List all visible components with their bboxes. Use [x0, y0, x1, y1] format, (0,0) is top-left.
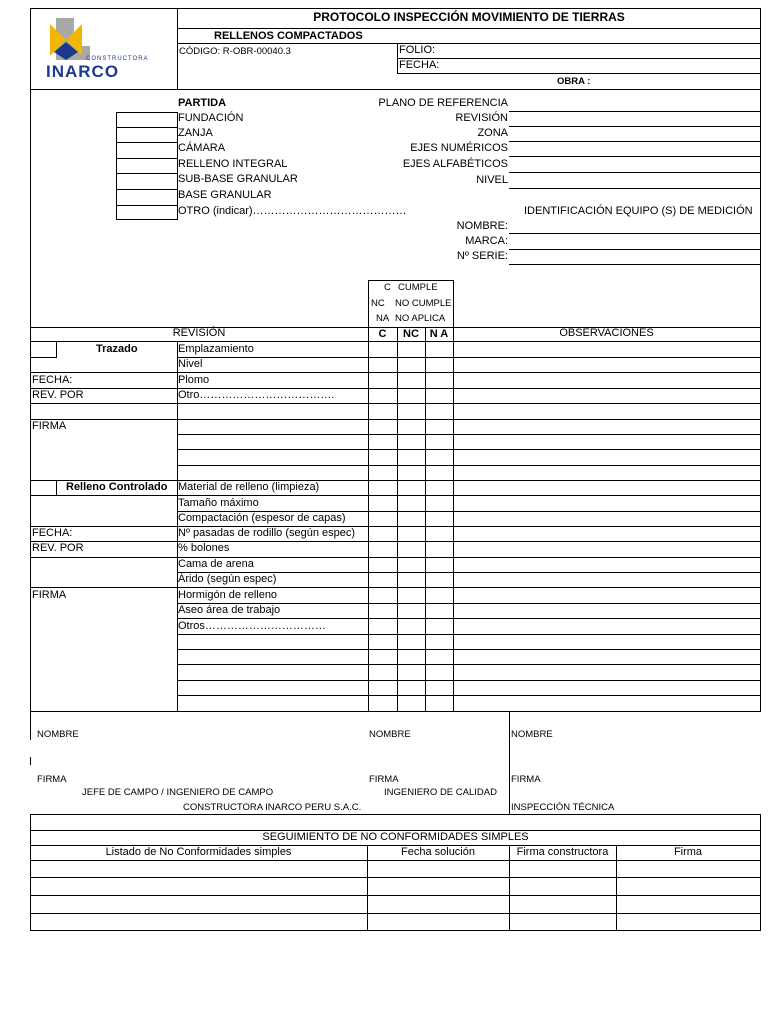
partida-checkbox[interactable]: [116, 127, 178, 143]
relleno-checkbox[interactable]: [30, 480, 57, 496]
rule: [760, 830, 761, 931]
relleno-item: Otros……………………………: [178, 620, 326, 632]
trazado-item: Nivel: [178, 358, 203, 370]
table-row: [177, 618, 761, 619]
signature-nombre-label: NOMBRE: [369, 729, 411, 740]
relleno-title: Relleno Controlado: [66, 481, 168, 493]
legend-code: NC: [371, 298, 385, 309]
col-observaciones: OBSERVACIONES: [559, 327, 654, 339]
reference-label: EJES ALFABÉTICOS: [402, 158, 508, 170]
equipment-title: IDENTIFICACIÓN EQUIPO (S) DE MEDICIÓN: [524, 205, 753, 217]
equipment-label: Nº SERIE:: [456, 250, 508, 262]
partida-item: RELLENO INTEGRAL: [178, 158, 288, 170]
col-c: C: [378, 328, 387, 340]
table-row: [177, 434, 761, 435]
equipment-label: NOMBRE:: [456, 220, 508, 232]
seguimiento-col: Listado de No Conformidades simples: [105, 846, 292, 858]
col-revision: REVISIÓN: [172, 327, 226, 339]
table-row: [30, 419, 761, 420]
seguimiento-col: Firma constructora: [516, 846, 609, 858]
table-row: [30, 895, 761, 896]
partida-item: FUNDACIÓN: [178, 112, 244, 124]
table-row: [177, 357, 761, 358]
obra-label: OBRA :: [557, 76, 591, 87]
rule: [30, 8, 761, 9]
signature-role: INSPECCIÓN TÉCNICA: [511, 802, 615, 813]
rule: [30, 341, 761, 342]
rule: [760, 8, 761, 711]
trazado-checkbox[interactable]: [30, 341, 57, 358]
equipment-input-line[interactable]: [509, 249, 761, 250]
partida-item: SUB-BASE GRANULAR: [178, 173, 298, 185]
legend-text: NO APLICA: [395, 313, 446, 324]
signature-company: CONSTRUCTORA INARCO PERU S.A.C.: [183, 802, 362, 813]
rule: [425, 327, 426, 711]
seguimiento-title: SEGUIMIENTO DE NO CONFORMIDADES SIMPLES: [262, 831, 529, 843]
reference-input-line[interactable]: [509, 188, 761, 189]
legend-code: NA: [376, 313, 390, 324]
relleno-item: Hormigón de relleno: [178, 589, 278, 601]
seguimiento-col: Fecha solución: [401, 846, 475, 858]
legend-text: CUMPLE: [398, 282, 438, 293]
equipment-input-line[interactable]: [509, 264, 761, 265]
reference-input-line[interactable]: [509, 111, 761, 112]
logo-name: INARCO: [46, 62, 120, 81]
table-row: [177, 695, 761, 696]
relleno-item: Material de relleno (limpieza): [178, 481, 320, 493]
col-nc: NC: [403, 328, 419, 340]
signature-firma-label: FIRMA: [369, 774, 399, 785]
rule: [30, 89, 761, 90]
reference-input-line[interactable]: [509, 141, 761, 142]
table-row: [30, 930, 761, 931]
rule: [760, 814, 761, 831]
relleno-item: Cama de arena: [178, 558, 254, 570]
signature-firma-label: FIRMA: [511, 774, 541, 785]
partida-item: OTRO (indicar)……………………………………: [178, 205, 407, 217]
relleno-firma: FIRMA: [32, 589, 67, 601]
equipment-label: MARCA:: [465, 235, 508, 247]
equipment-input-line[interactable]: [509, 233, 761, 234]
table-row: [30, 913, 761, 914]
reference-label: EJES NUMÉRICOS: [410, 142, 508, 154]
reference-input-line[interactable]: [509, 126, 761, 127]
partida-item: CÁMARA: [178, 142, 226, 154]
table-row: [177, 465, 761, 466]
partida-item: ZANJA: [178, 127, 213, 139]
table-row: [30, 403, 761, 404]
relleno-fecha: FECHA:: [32, 527, 73, 539]
relleno-item: % bolones: [178, 542, 230, 554]
table-row: [30, 526, 761, 527]
trazado-firma: FIRMA: [32, 420, 67, 432]
rule: [177, 43, 761, 44]
table-row: [30, 587, 761, 588]
rule: [397, 327, 398, 711]
form-code: CÓDIGO: R-OBR-00040.3: [179, 46, 291, 57]
table-row: [177, 649, 761, 650]
rule: [30, 8, 31, 740]
col-na: N A: [429, 328, 449, 340]
form-subtitle: RELLENOS COMPACTADOS: [214, 30, 363, 42]
table-row: [30, 541, 761, 542]
signature-role: JEFE DE CAMPO / INGENIERO DE CAMPO: [82, 787, 274, 798]
legend-code: C: [384, 282, 391, 293]
relleno-item: Nº pasadas de rodillo (según espec): [178, 527, 356, 539]
relleno-rev-por: REV. POR: [32, 542, 84, 554]
partida-item: BASE GRANULAR: [178, 189, 272, 201]
table-row: [30, 388, 761, 389]
reference-label: ZONA: [477, 127, 508, 139]
table-row: [30, 372, 761, 373]
relleno-item: Árido (según espec): [178, 573, 277, 585]
fecha-label: FECHA:: [399, 59, 440, 71]
trazado-fecha: FECHA:: [32, 374, 73, 386]
partida-checkbox[interactable]: [116, 205, 178, 220]
seguimiento-col: Firma: [673, 846, 703, 858]
relleno-item: Aseo área de trabajo: [178, 604, 281, 616]
partida-checkbox[interactable]: [116, 112, 178, 128]
rule: [30, 757, 31, 765]
partida-checkbox[interactable]: [116, 189, 178, 206]
reference-input-line[interactable]: [509, 172, 761, 173]
table-row: [177, 664, 761, 665]
table-row: [30, 860, 761, 861]
trazado-item: Emplazamiento: [178, 343, 254, 355]
rule: [397, 73, 761, 74]
logo-tagline: CONSTRUCTORA: [86, 56, 149, 62]
signature-firma-label: FIRMA: [37, 774, 67, 785]
signature-role: INGENIERO DE CALIDAD: [384, 787, 497, 798]
reference-label: NIVEL: [476, 174, 508, 186]
rule: [509, 711, 510, 814]
trazado-title: Trazado: [96, 343, 138, 355]
partida-heading: PARTIDA: [178, 97, 227, 109]
table-row: [30, 711, 761, 712]
trazado-item: Plomo: [178, 374, 210, 386]
rule: [30, 814, 31, 831]
table-row: [30, 495, 761, 496]
table-row: [177, 449, 761, 450]
signature-nombre-label: NOMBRE: [511, 729, 553, 740]
partida-checkbox[interactable]: [116, 173, 178, 190]
relleno-item: Compactación (espesor de capas): [178, 512, 346, 524]
legend-text: NO CUMPLE: [395, 298, 452, 309]
rule: [30, 814, 761, 815]
relleno-item: Tamaño máximo: [178, 497, 259, 509]
trazado-item: Otro……………………………….: [178, 389, 335, 401]
partida-checkbox[interactable]: [116, 158, 178, 174]
reference-label: PLANO DE REFERENCIA: [378, 97, 508, 109]
signature-nombre-label: NOMBRE: [37, 729, 79, 740]
partida-checkbox[interactable]: [116, 142, 178, 159]
table-row: [30, 877, 761, 878]
table-row: [30, 557, 761, 558]
rule: [177, 28, 761, 29]
form-title: PROTOCOLO INSPECCIÓN MOVIMIENTO DE TIERRAS: [313, 10, 625, 24]
folio-label: FOLIO:: [399, 44, 436, 56]
trazado-rev-por: REV. POR: [32, 389, 84, 401]
reference-input-line[interactable]: [509, 156, 761, 157]
reference-label: REVISIÓN: [455, 112, 508, 124]
rule: [397, 58, 761, 59]
table-row: [177, 680, 761, 681]
table-row: [177, 634, 761, 635]
